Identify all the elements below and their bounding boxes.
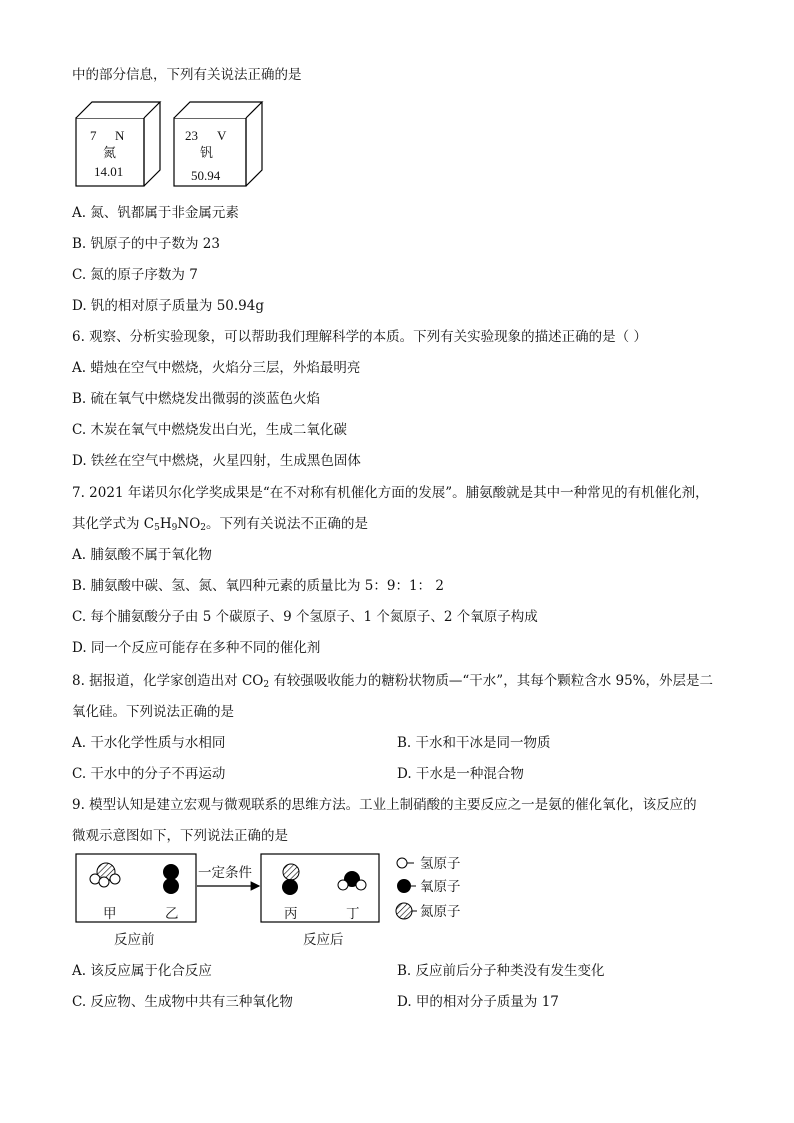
element-name: 氮	[103, 146, 117, 161]
legend-oxygen-label: 氧原子	[420, 879, 461, 895]
q7-stem-line1: 7. 2021 年诺贝尔化学奖成果是“在不对称有机催化方面的发展”。脯氨酸就是其中一种常见的有机催化剂，	[72, 485, 709, 501]
q5-stem: 中的部分信息，下列有关说法正确的是	[72, 67, 302, 83]
legend-oxygen	[397, 879, 416, 893]
element-mass: 50.94	[191, 168, 221, 183]
q9-option-c: C. 反应物、生成物中共有三种氧化物	[72, 994, 293, 1010]
legend-nitrogen	[396, 903, 417, 919]
q9-stem-line1: 9. 模型认知是建立宏观与微观联系的思维方法。工业上制硝酸的主要反应之一是氨的催化氧化，该反应的	[72, 797, 697, 813]
q6-option-c: C. 木炭在氧气中燃烧发出白光，生成二氧化碳	[72, 422, 347, 438]
element-number: 23	[185, 128, 198, 143]
q8-option-b: B. 干水和干冰是同一物质	[397, 735, 551, 751]
label-after: 反应后	[303, 932, 344, 948]
legend-nitrogen-label: 氮原子	[420, 904, 461, 920]
q7-option-b: B. 脯氨酸中碳、氢、氮、氧四种元素的质量比为 5：9：1： 2	[72, 578, 444, 594]
q9-option-a: A. 该反应属于化合反应	[72, 963, 212, 979]
q7-stem-post: 。下列有关说法不正确的是	[206, 516, 368, 532]
q7-option-d: D. 同一个反应可能存在多种不同的催化剂	[72, 640, 321, 656]
q5-option-c: C. 氮的原子序数为 7	[72, 267, 198, 283]
q7-option-c: C. 每个脯氨酸分子由 5 个碳原子、9 个氢原子、1 个氮原子、2 个氧原子构成	[72, 609, 538, 625]
arrow-label: 一定条件	[198, 865, 252, 881]
element-symbol: N	[115, 128, 125, 143]
q7-stem-line2	[72, 515, 368, 533]
q9-option-d: D. 甲的相对分子质量为 17	[397, 994, 559, 1010]
q8-option-a: A. 干水化学性质与水相同	[72, 735, 226, 751]
q6-option-d: D. 铁丝在空气中燃烧，火星四射，生成黑色固体	[72, 453, 361, 469]
q5-option-d: D. 钒的相对原子质量为 50.94g	[72, 298, 265, 314]
q7-stem-pre: 其化学式为 C	[72, 516, 155, 532]
q8-option-c: C. 干水中的分子不再运动	[72, 766, 226, 782]
q8-stem-post: 有较强吸收能力的糖粉状物质—“干水”，其每个颗粒含水 95%，外层是二	[269, 673, 714, 689]
element-mass: 14.01	[94, 164, 124, 179]
element-number: 7	[90, 128, 97, 143]
label-jia: 甲	[103, 906, 117, 922]
q8-stem-line1	[72, 672, 713, 690]
q7-option-a: A. 脯氨酸不属于氧化物	[72, 547, 212, 563]
label-before: 反应前	[114, 932, 155, 948]
label-bing: 丙	[284, 906, 298, 922]
q8-option-d: D. 干水是一种混合物	[397, 766, 524, 782]
q6-option-a: A. 蜡烛在空气中燃烧，火焰分三层，外焰最明亮	[72, 360, 361, 376]
legend-hydrogen	[397, 858, 414, 868]
q8-stem-line2: 氧化硅。下列说法正确的是	[72, 704, 234, 720]
label-yi: 乙	[165, 906, 179, 922]
q5-option-b: B. 钒原子的中子数为 23	[72, 236, 220, 252]
element-name: 钒	[200, 146, 214, 161]
q9-stem-line2: 微观示意图如下，下列说法正确的是	[72, 828, 288, 844]
q6-option-b: B. 硫在氧气中燃烧发出微弱的淡蓝色火焰	[72, 391, 321, 407]
formula-subscript: 2	[263, 680, 270, 690]
formula-part: NO	[177, 516, 201, 532]
q6-stem: 6. 观察、分析实验现象，可以帮助我们理解科学的本质。下列有关实验现象的描述正确的是（ ）	[72, 329, 647, 345]
q5-option-a: A. 氮、钒都属于非金属元素	[72, 205, 239, 221]
q9-option-b: B. 反应前后分子种类没有发生变化	[397, 963, 605, 979]
formula-subscript: 9	[171, 523, 178, 533]
label-ding: 丁	[346, 906, 360, 922]
legend-hydrogen-label: 氢原子	[420, 856, 461, 872]
q8-stem-pre: 8. 据报道，化学家创造出对 CO	[72, 673, 264, 689]
element-symbol: V	[217, 128, 227, 143]
formula-subscript: 5	[154, 523, 160, 533]
formula-subscript: 2	[200, 523, 206, 533]
formula-part: H	[159, 516, 172, 532]
